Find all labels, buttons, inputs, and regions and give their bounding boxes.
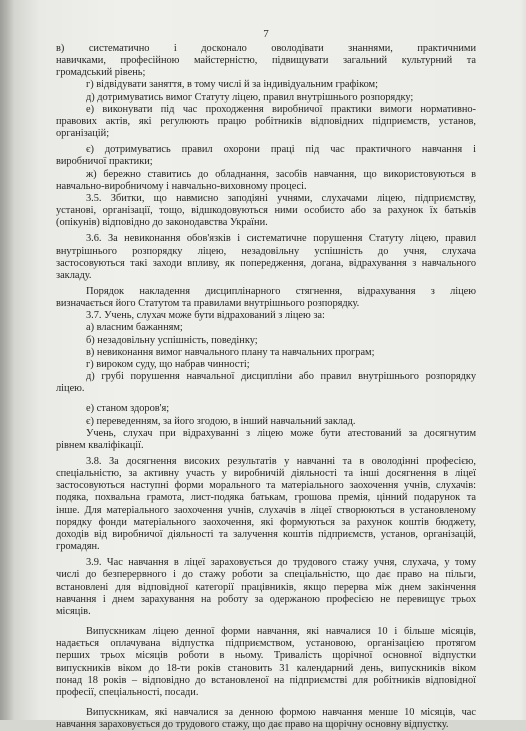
text-line: Випускникам, які навчалися за денною формою навчання менше 10 місяців, час: [86, 706, 476, 718]
text-line: перших трьох місяців роботи в ньому. Тривалість щорічної основної відпустки: [56, 650, 476, 662]
text-line: навчання зараховується до трудового стажу, що дає право на щорічну основну відпустку.: [56, 719, 449, 731]
paragraph: [56, 144, 476, 168]
text-line: організацій;: [56, 128, 110, 140]
text-line: (опікунів) відповідно до законодавства України.: [56, 217, 268, 229]
paragraph: [56, 169, 476, 193]
text-line: 3.9. Час навчання в ліцеї зараховується до трудового стажу учня, слухача, у тому: [86, 557, 476, 569]
text-line: в) систематично і досконало оволодівати знаннями, практичними: [56, 43, 476, 54]
text-line: застосовуються наступні форми морального та матеріального заохочення учнів, слухачів:: [56, 480, 476, 492]
paragraph: [56, 92, 476, 104]
document-body: [56, 43, 476, 731]
text-line: Учень, слухач при відрахуванні з ліцею може бути атестований за досягнутим: [86, 427, 476, 439]
text-line: визначається його Статутом та правилами внутрішнього розпорядку.: [56, 298, 360, 310]
text-line: б) незадовільну успішність, поведінку;: [86, 334, 258, 346]
text-line: інше. Для матеріального заохочення учнів, слухачів в ліцеї створюються в установленому: [56, 504, 476, 516]
paragraph: [56, 557, 476, 618]
text-line: установі, організації, тощо, відшкодовуються ними особисто або за рахунок їх батьків: [56, 205, 476, 217]
page-number: 7: [263, 28, 269, 40]
text-line: випускників віком до 18-ти років становить 31 календарний день, випускників віком: [56, 662, 476, 674]
text-line: г) вироком суду, що набрав чинності;: [86, 358, 250, 370]
text-line: встановлені для відповідної категорії працівників, якщо перерва між днем закінчення: [56, 581, 476, 593]
paragraph: [56, 347, 476, 359]
paragraph: [56, 359, 476, 371]
paragraph: [56, 707, 476, 731]
text-line: е) виконувати під час проходження виробничої практики вимоги нормативно-: [86, 103, 476, 115]
text-line: надається оплачувана відпустка підприємством, установою, організацією протягом: [56, 638, 476, 650]
text-line: 3.8. За досягнення високих результатів у навчанні та в оволодінні професією,: [86, 456, 476, 467]
text-line: а) власним бажанням;: [86, 322, 183, 334]
paragraph: [56, 322, 476, 334]
text-line: д) дотримуватись вимог Статуту ліцею, правил внутрішнього розпорядку;: [86, 91, 414, 103]
paragraph: [56, 43, 476, 79]
text-line: Порядок накладення дисциплінарного стягнення, відрахування з ліцею: [86, 285, 476, 297]
text-line: 3.7. Учень, слухач може бути відрахований з ліцею за:: [86, 310, 325, 322]
paragraph: [56, 79, 476, 91]
text-line: ліцею.: [56, 383, 85, 395]
text-line: рівнем кваліфікації.: [56, 439, 144, 451]
text-line: є) переведенням, за його згодою, в інший навчальний заклад.: [86, 415, 356, 427]
text-line: громадський рівень;: [56, 67, 146, 79]
paragraph: [56, 416, 476, 428]
text-line: г) відвідувати заняття, в тому числі й за індивідуальним графіком;: [86, 79, 378, 91]
paragraph: [56, 456, 476, 553]
text-line: виробничої практики;: [56, 156, 153, 168]
text-line: в) невиконання вимог навчального плану та навчальних програм;: [86, 346, 375, 358]
paragraph: [56, 193, 476, 229]
text-line: доходів від виробничої діяльності та залучення коштів підприємств, установ, організацій,: [56, 528, 476, 540]
text-line: е) станом здоров'я;: [86, 403, 170, 415]
text-line: є) дотримуватись правил охорони праці під час практичного навчання і: [86, 144, 476, 156]
text-line: професії, спеціальності, посади.: [56, 686, 199, 698]
text-line: Випускникам ліцею денної форми навчання, які навчалися 10 і більше місяців,: [86, 626, 476, 638]
paragraph: [56, 310, 476, 322]
text-line: ж) бережно ставитись до обладнання, засобів навчання, що використовуються в: [86, 168, 476, 180]
text-line: понад 18 років – відповідно до встановленої на підприємстві для робітників відповідної: [56, 674, 476, 686]
paragraph: [56, 335, 476, 347]
text-line: навчально-виробничому і навчально-виховному процесі.: [56, 180, 307, 192]
text-line: місяців.: [56, 605, 91, 617]
text-line: громадян.: [56, 541, 100, 553]
text-line: застосовуються такі заходи впливу, як попередження, догана, відрахування з навчального: [56, 257, 476, 269]
text-line: д) грубі порушення навчальної дисципліни або правил внутрішнього розпорядку: [86, 371, 476, 383]
paragraph: [56, 104, 476, 140]
text-line: подяка, похвальна грамота, лист-подяка батькам, грошова премія, цінний подарунок та: [56, 492, 476, 504]
text-line: 3.6. За невиконання обов'язків і систематичне порушення Статуту ліцею, правил: [86, 233, 476, 245]
paragraph: [56, 428, 476, 452]
text-line: правових актів, які регулюють працю робітників відповідних підприємств, установ,: [56, 115, 476, 127]
paragraph: [56, 233, 476, 282]
text-line: числі до безперервного і до стажу роботи за спеціальністю, що дає право на пільги,: [56, 569, 476, 581]
text-line: внутрішнього розпорядку ліцею, незадовільну успішність до учня, слухача: [56, 245, 476, 257]
paragraph: [56, 371, 476, 395]
text-line: 3.5. Збитки, що навмисно заподіяні учнями, слухачами ліцею, підприємству,: [86, 192, 476, 204]
text-line: навчання і днем зарахування на роботу за одержаною професією не перевищує трьох: [56, 593, 476, 605]
text-line: порядку фонди матеріального заохочення, які формуються за рахунок коштів бюджету,: [56, 516, 476, 528]
paragraph: [56, 286, 476, 310]
text-line: спеціальністю, за активну участь у виробничій діяльності та інші досягнення в ліцеї: [56, 468, 476, 480]
text-line: навичками, професійною майстерністю, підвищувати загальний культурний та: [56, 55, 476, 67]
text-line: закладу.: [56, 269, 92, 281]
paragraph: [56, 403, 476, 415]
paragraph: [56, 626, 476, 699]
